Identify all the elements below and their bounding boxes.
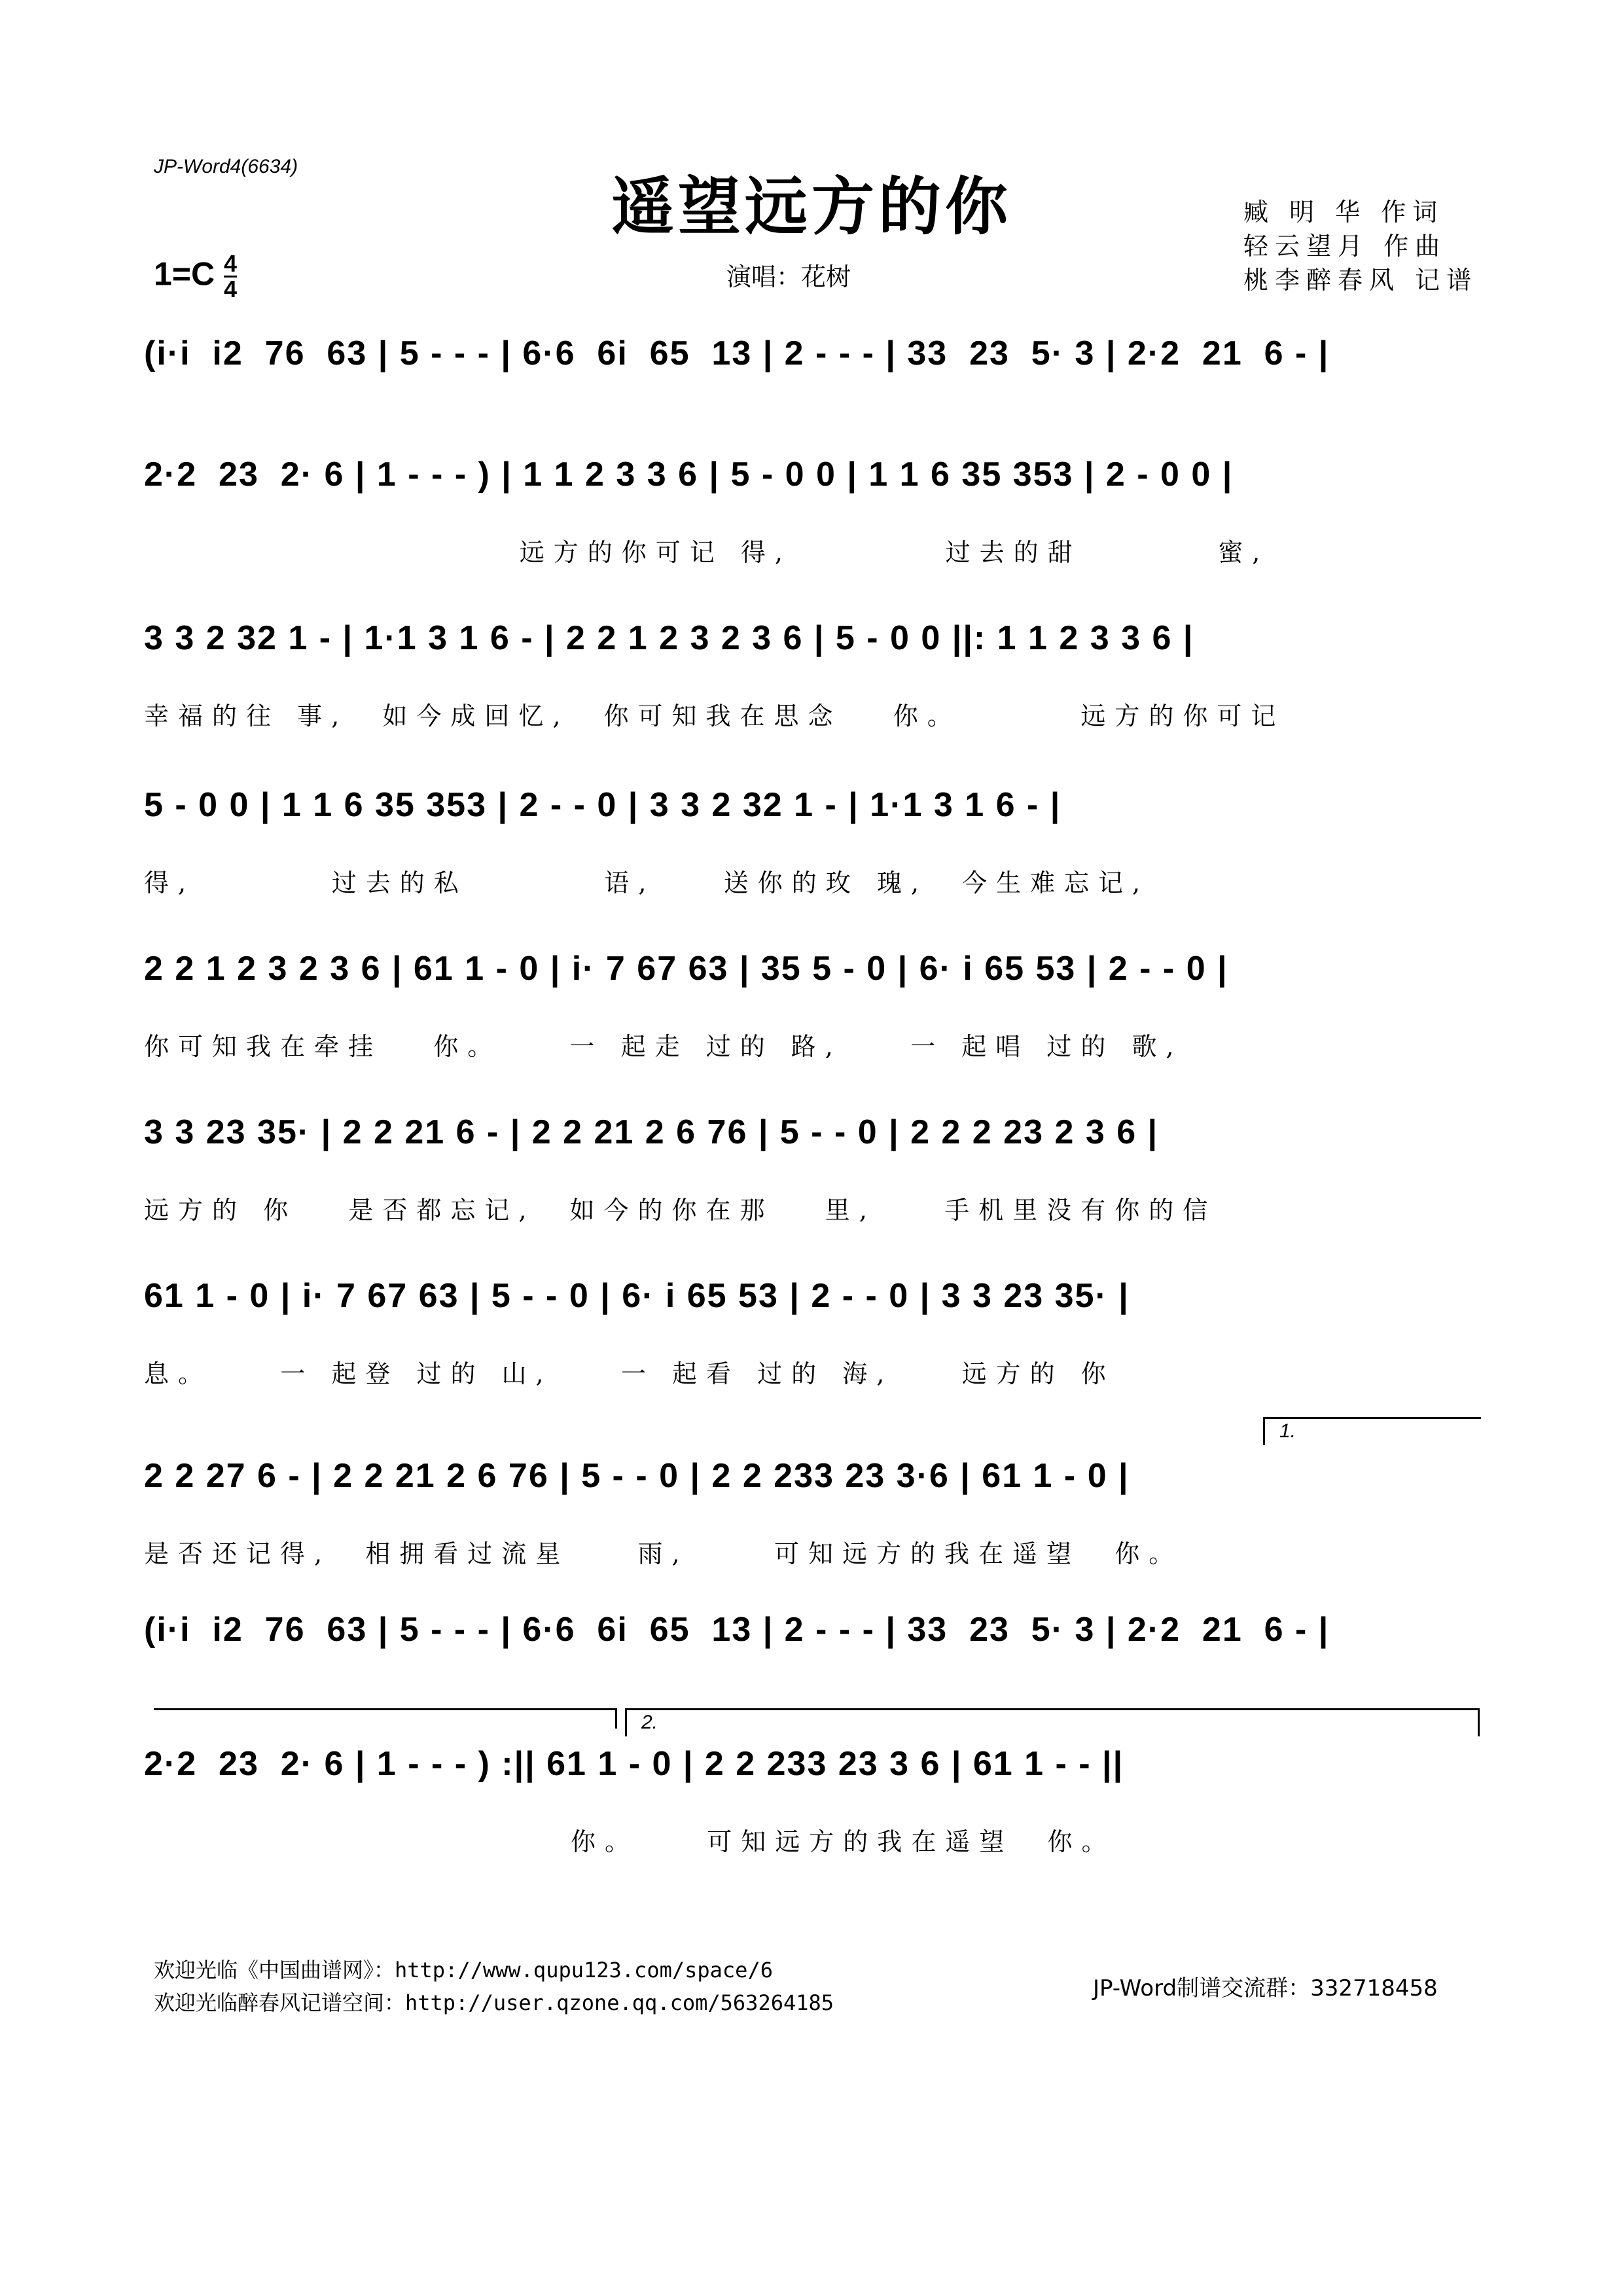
lyricist-credit: 臧 明 华 作词 — [1243, 198, 1444, 226]
transcriber-credit: 桃李醉春风 记谱 — [1243, 266, 1478, 295]
notes-line-4: 5 - 0 0 | 1 1 6 35 353 | 2 - - 0 | 3 3 2 32 1 - | 1·1 3 1 6 - | — [144, 786, 1061, 824]
notes-line-6: 3 3 23 35· | 2 2 21 6 - | 2 2 21 2 6 76 | 5 - - 0 | 2 2 2 23 2 3 6 | — [144, 1113, 1159, 1151]
lyrics-line-2: 远方的你可记 得, 过去的甜 蜜, — [144, 538, 1270, 567]
footer-line-1: 欢迎光临《中国曲谱网》：http://www.qupu123.com/space/6 — [154, 1958, 773, 1982]
group-info: JP-Word制谱交流群：332718458 — [1093, 1975, 1438, 2001]
time-signature — [224, 252, 237, 301]
repeat-bracket — [154, 1708, 617, 1729]
notes-line-3: 3 3 2 32 1 - | 1·1 3 1 6 - | 2 2 1 2 3 2 3 6 | 5 - 0 0 ||: 1 1 2 3 3 6 | — [144, 619, 1194, 657]
notes-line-1: (i·i i2 76 63 | 5 - - - | 6·6 6i 65 13 | 2 - - - | 33 23 5· 3 | 2·2 21 6 - | — [144, 334, 1330, 372]
footer-links — [154, 1954, 834, 2019]
notes-line-9: (i·i i2 76 63 | 5 - - - | 6·6 6i 65 13 | 2 - - - | 33 23 5· 3 | 2·2 21 6 - | — [144, 1611, 1330, 1649]
key-label: 1=C — [154, 255, 215, 293]
notes-line-8: 2 2 27 6 - | 2 2 21 2 6 76 | 5 - - 0 | 2 2 233 23 3·6 | 61 1 - 0 | — [144, 1457, 1130, 1495]
key-signature — [154, 252, 237, 301]
notes-line-2: 2·2 23 2· 6 | 1 - - - ) | 1 1 2 3 3 6 | 5 - 0 0 | 1 1 6 35 353 | 2 - 0 0 | — [144, 456, 1234, 493]
notes-line-7: 61 1 - 0 | i· 7 67 63 | 5 - - 0 | 6· i 65 53 | 2 - - 0 | 3 3 23 35· | — [144, 1277, 1130, 1315]
first-ending-bracket — [1263, 1417, 1481, 1445]
lyrics-line-7: 息。 一 起登 过的 山, 一 起看 过的 海, 远方的 你 — [144, 1359, 1115, 1388]
notes-line-5: 2 2 1 2 3 2 3 6 | 61 1 - 0 | i· 7 67 63 | 35 5 - 0 | 6· i 65 53 | 2 - - 0 | — [144, 950, 1228, 988]
lyrics-line-3: 幸福的往 事, 如今成回忆, 你可知我在思念 你。 远方的你可记 — [144, 702, 1285, 730]
notes-line-10: 2·2 23 2· 6 | 1 - - - ) :|| 61 1 - 0 | 2 2 233 23 3 6 | 61 1 - - || — [144, 1745, 1124, 1783]
lyrics-line-5: 你可知我在牵挂 你。 一 起走 过的 路, 一 起唱 过的 歌, — [144, 1032, 1183, 1061]
first-ending-label: 1. — [1279, 1420, 1296, 1442]
composer-credit: 轻云望月 作曲 — [1243, 232, 1447, 260]
software-label: JP-Word4(6634) — [154, 156, 298, 177]
lyrics-line-10: 你。 可知远方的我在遥望 你。 — [144, 1827, 1116, 1856]
page-title: 遥望远方的你 — [611, 170, 1012, 243]
lyrics-line-6: 远方的 你 是否都忘记, 如今的你在那 里, 手机里没有你的信 — [144, 1196, 1217, 1225]
singer-label: 演唱：花树 — [726, 262, 851, 291]
footer-line-2: 欢迎光临醉春风记谱空间：http://user.qzone.qq.com/563264185 — [154, 1990, 834, 2015]
second-ending-bracket — [625, 1708, 1480, 1736]
second-ending-label: 2. — [641, 1712, 658, 1733]
credits — [1243, 195, 1492, 297]
time-top: 4 — [224, 250, 238, 277]
time-bottom: 4 — [224, 276, 238, 302]
lyrics-line-4: 得, 过去的私 语, 送你的玫 瑰, 今生难忘记, — [144, 869, 1150, 897]
lyrics-line-8: 是否还记得, 相拥看过流星 雨, 可知远方的我在遥望 你。 — [144, 1539, 1183, 1568]
